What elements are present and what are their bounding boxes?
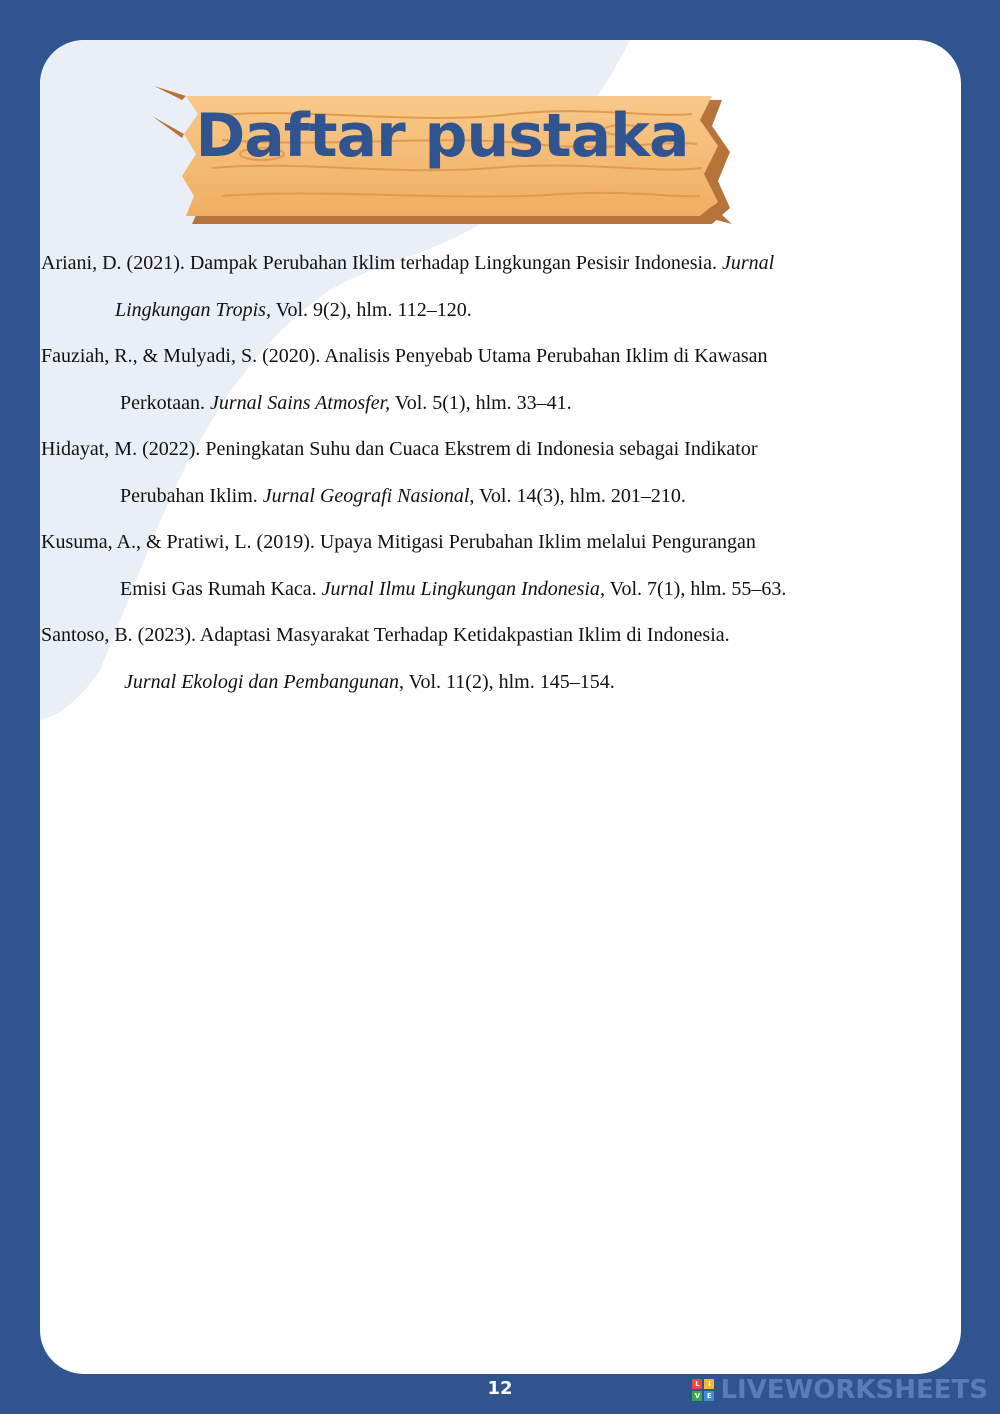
reference-text: , Vol. 14(3), hlm. 201–210. — [469, 484, 686, 507]
reference-text: Perubahan Iklim. — [120, 484, 263, 507]
page-title: Daftar pustaka — [195, 101, 689, 171]
brand-name: LIVEWORKSHEETS — [720, 1375, 988, 1405]
journal-name: Jurnal Geografi Nasional — [262, 484, 470, 507]
reference-entry — [41, 612, 881, 705]
journal-name: Jurnal Sains Atmosfer, — [209, 391, 391, 414]
reference-text: , Vol. 7(1), hlm. 55–63. — [599, 577, 787, 600]
logo-letter: E — [704, 1391, 714, 1401]
reference-text: Vol. 9(2), hlm. 112–120. — [270, 298, 472, 321]
reference-text: Fauziah, R., & Mulyadi, S. (2020). Analisis Penyebab Utama Perubahan Iklim di Kawasan — [41, 345, 768, 367]
reference-text: , Vol. 11(2), hlm. 145–154. — [398, 670, 615, 693]
reference-entry — [41, 333, 881, 426]
journal-name: Jurnal — [721, 252, 775, 274]
liveworksheets-brand[interactable] — [692, 1374, 988, 1406]
reference-entry — [41, 519, 881, 612]
reference-text: Perkotaan. — [120, 391, 210, 414]
page-number: 12 — [487, 1378, 513, 1399]
reference-text: Emisi Gas Rumah Kaca. — [120, 577, 322, 600]
reference-list — [41, 240, 881, 705]
journal-name: Jurnal Ilmu Lingkungan Indonesia — [321, 577, 600, 600]
journal-name: Lingkungan Tropis, — [115, 298, 271, 321]
journal-name: Jurnal Ekologi dan Pembangunan — [124, 670, 399, 693]
logo-letter: L — [692, 1379, 702, 1389]
logo-letter: V — [692, 1391, 702, 1401]
reference-entry — [41, 240, 881, 333]
liveworksheets-logo-icon — [692, 1379, 714, 1401]
reference-text: Santoso, B. (2023). Adaptasi Masyarakat Terhadap Ketidakpastian Iklim di Indonesia. — [41, 624, 730, 646]
reference-text: Hidayat, M. (2022). Peningkatan Suhu dan Cuaca Ekstrem di Indonesia sebagai Indikator — [41, 438, 758, 460]
logo-letter: I — [704, 1379, 714, 1389]
reference-text: Vol. 5(1), hlm. 33–41. — [390, 391, 572, 414]
reference-text: Ariani, D. (2021). Dampak Perubahan Iklim terhadap Lingkungan Pesisir Indonesia. — [41, 252, 722, 274]
reference-entry — [41, 426, 881, 519]
reference-text: Kusuma, A., & Pratiwi, L. (2019). Upaya Mitigasi Perubahan Iklim melalui Pengurangan — [41, 531, 756, 553]
